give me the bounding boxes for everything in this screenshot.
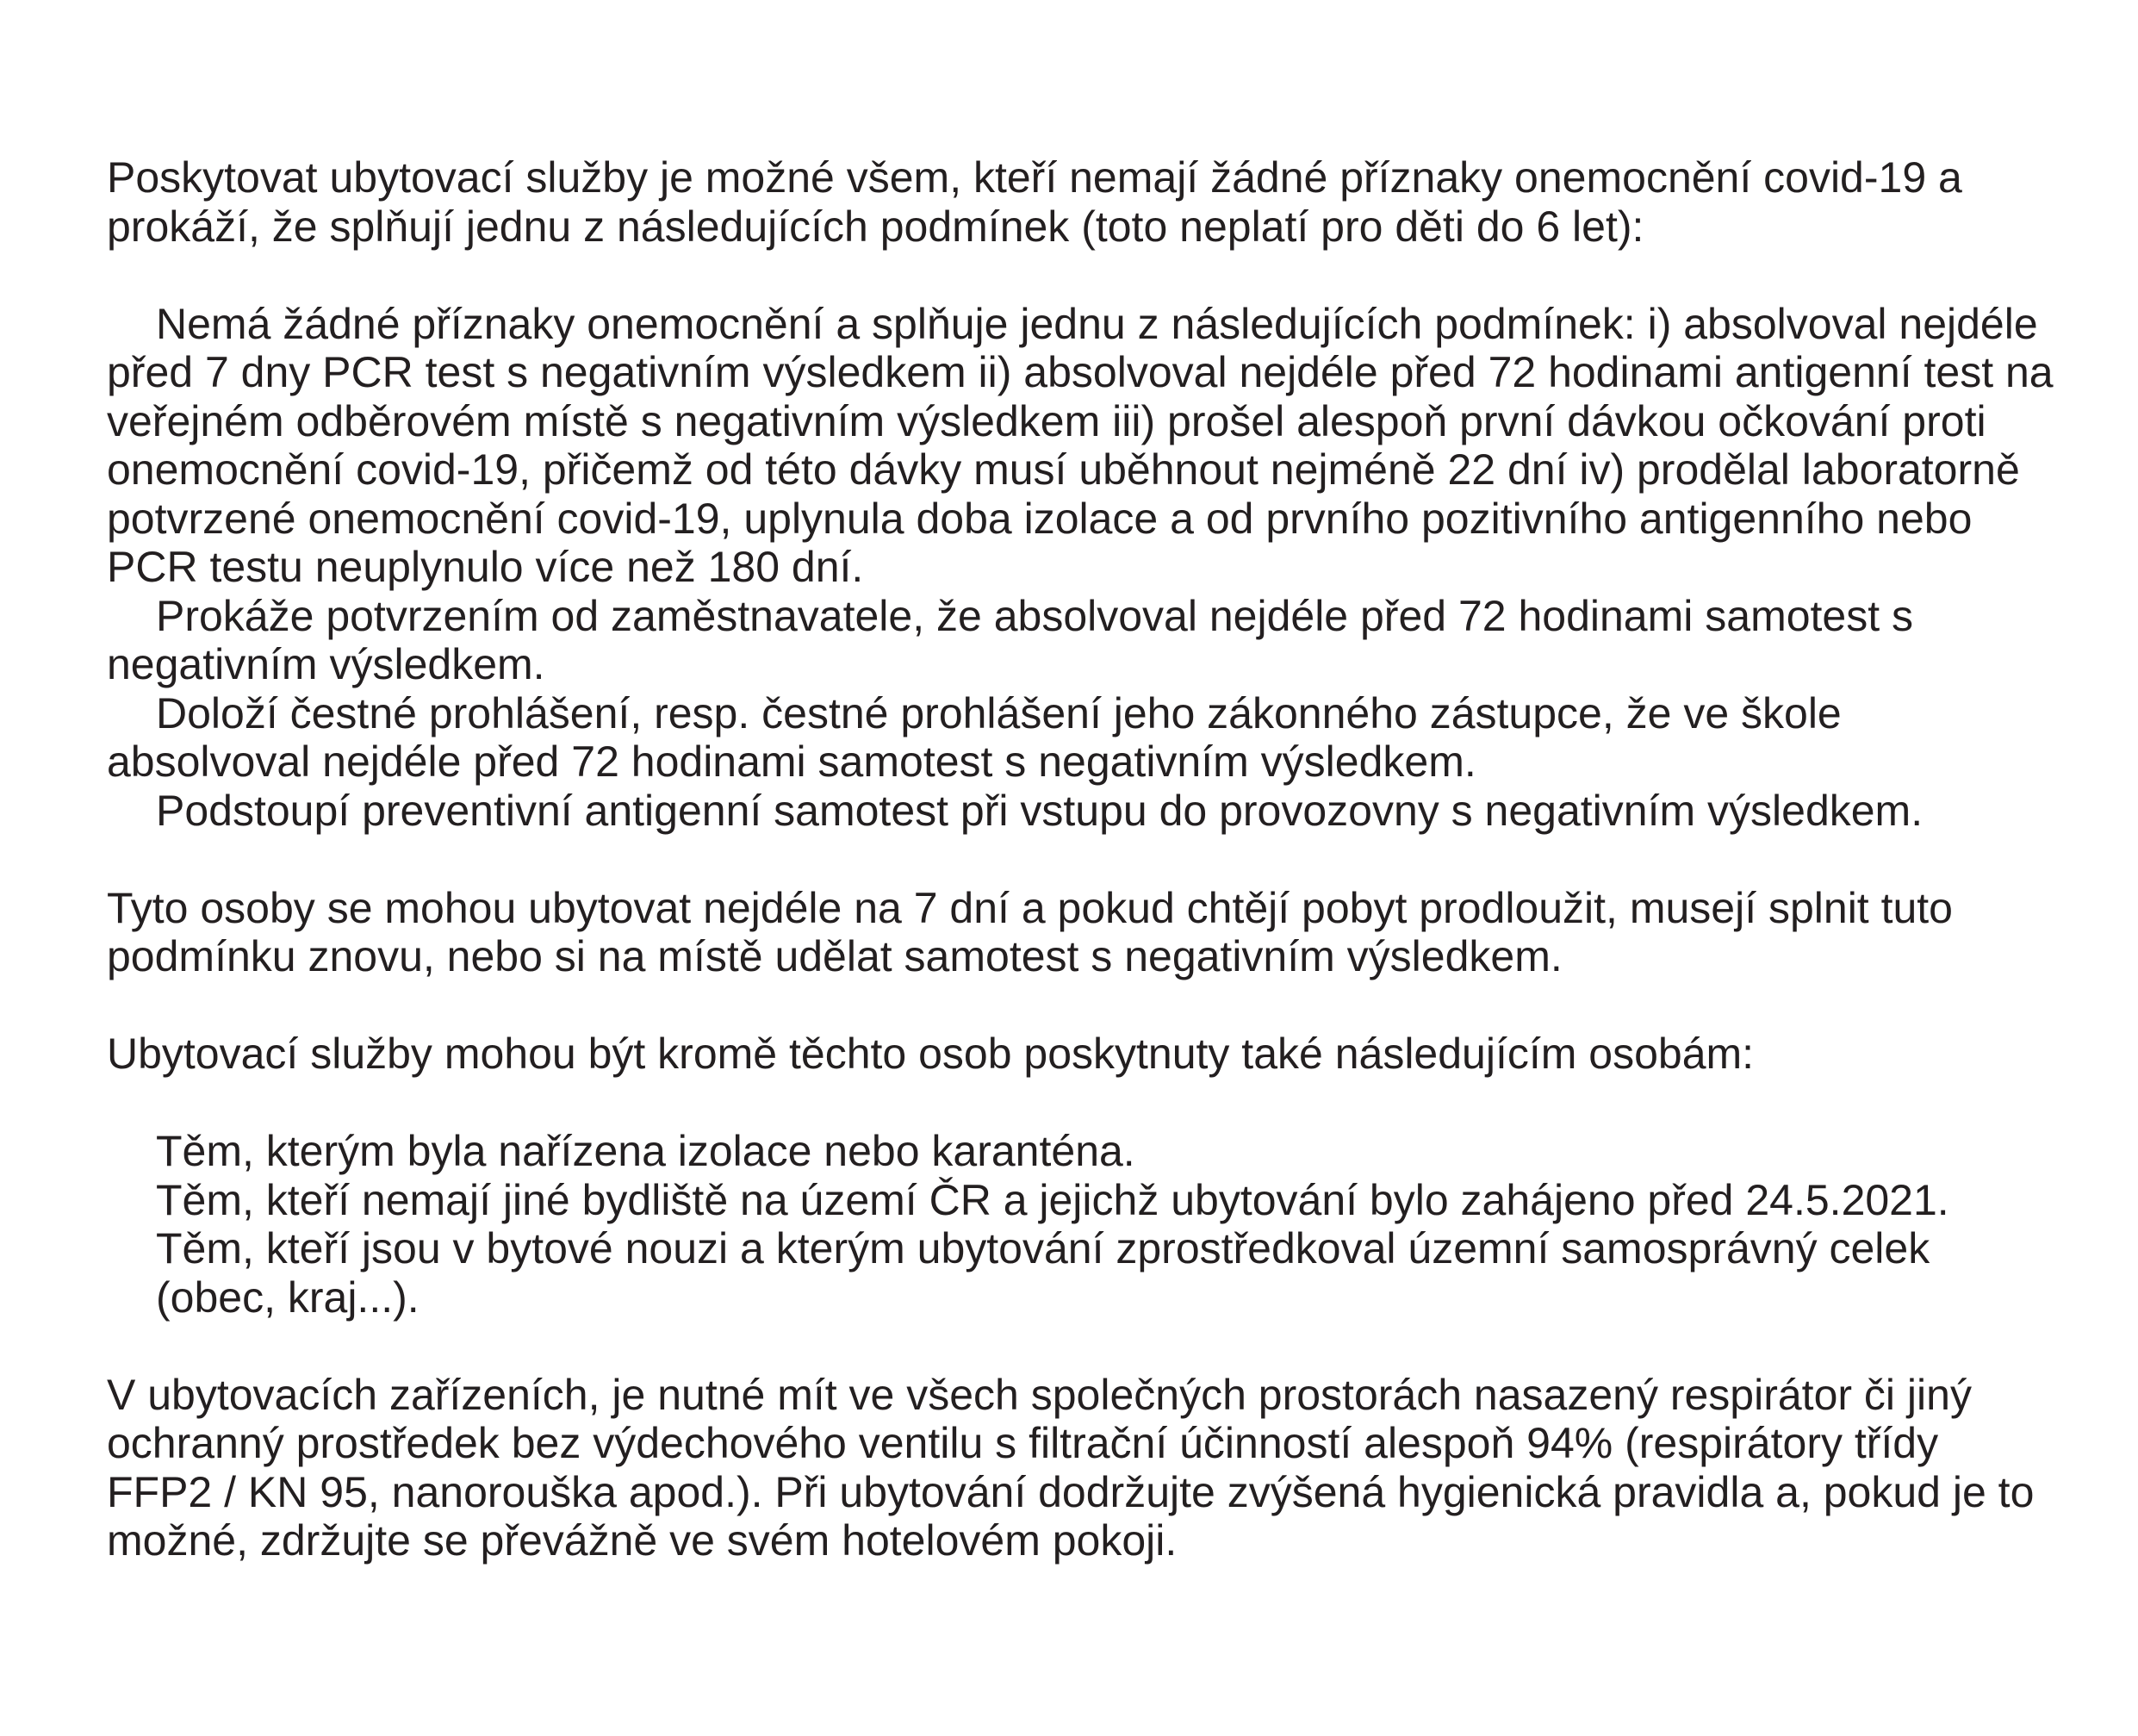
stay-limit-paragraph: Tyto osoby se mohou ubytovat nejdéle na 7 dní a pokud chtějí pobyt prodloužit, musejí splnit tuto podmínku znovu, nebo si na místě udělat samotest s negativním výsledkem. — [107, 883, 1953, 980]
others-item: Těm, kteří jsou v bytové nouzi a kterým ubytování zprostředkoval územní samosprávný celek (obec, kraj...). — [156, 1224, 1930, 1322]
document-body — [107, 153, 2054, 1565]
conditions-list — [107, 300, 2054, 836]
condition-item: Doloží čestné prohlášení, resp. čestné prohlášení jeho zákonného zástupce, že ve škole absolvoval nejdéle před 72 hodinami samotest s negativním výsledkem. — [107, 688, 1842, 786]
others-item: Těm, kteří nemají jiné bydliště na území ČR a jejichž ubytování bylo zahájeno před 24.5.2021. — [156, 1175, 1949, 1224]
others-item: Těm, kterým byla nařízena izolace nebo karanténa. — [156, 1127, 1135, 1175]
others-list — [107, 1127, 2054, 1322]
condition-item: Nemá žádné příznaky onemocnění a splňuje jednu z následujících podmínek: i) absolvoval nejdéle před 7 dny PCR test s negativním výsledkem ii) absolvoval nejdéle před 72 hodinami antigenní test na veřejném odběrovém místě s negativním výsledkem iii) prošel alespoň první dávkou očkování proti onemocnění covid-19, přičemž od této dávky musí uběhnout nejméně 22 dní iv) prodělal laboratorně potvrzené onemocnění covid-19, uplynula doba izolace a od prvního pozitivního antigenního nebo PCR testu neuplynulo více než 180 dní. — [107, 299, 2054, 591]
spacer — [107, 1079, 2054, 1128]
spacer — [107, 981, 2054, 1030]
others-intro-paragraph: Ubytovací služby mohou být kromě těchto osob poskytnuty také následujícím osobám: — [107, 1030, 1755, 1078]
intro-paragraph: Poskytovat ubytovací služby je možné všem, kteří nemají žádné příznaky onemocnění covid-19 a prokáží, že splňují jednu z následujících podmínek (toto neplatí pro děti do 6 let): — [107, 153, 1962, 251]
condition-item: Podstoupí preventivní antigenní samotest při vstupu do provozovny s negativním výsledkem. — [156, 786, 1924, 835]
spacer — [107, 251, 2054, 300]
spacer — [107, 1322, 2054, 1371]
spacer — [107, 835, 2054, 884]
condition-item: Prokáže potvrzením od zaměstnavatele, že absolvoval nejdéle před 72 hodinami samotest s negativním výsledkem. — [107, 591, 1914, 688]
hygiene-paragraph: V ubytovacích zařízeních, je nutné mít ve všech společných prostorách nasazený respirátor či jiný ochranný prostředek bez výdechového ventilu s filtrační účinností alespoň 94% (respirátory třídy FFP2 / KN 95, nanorouška apod.). Při ubytování dodržujte zvýšená hygienická pravidla a, pokud je to možné, zdržujte se převážně ve svém hotelovém pokoji. — [107, 1370, 2035, 1565]
